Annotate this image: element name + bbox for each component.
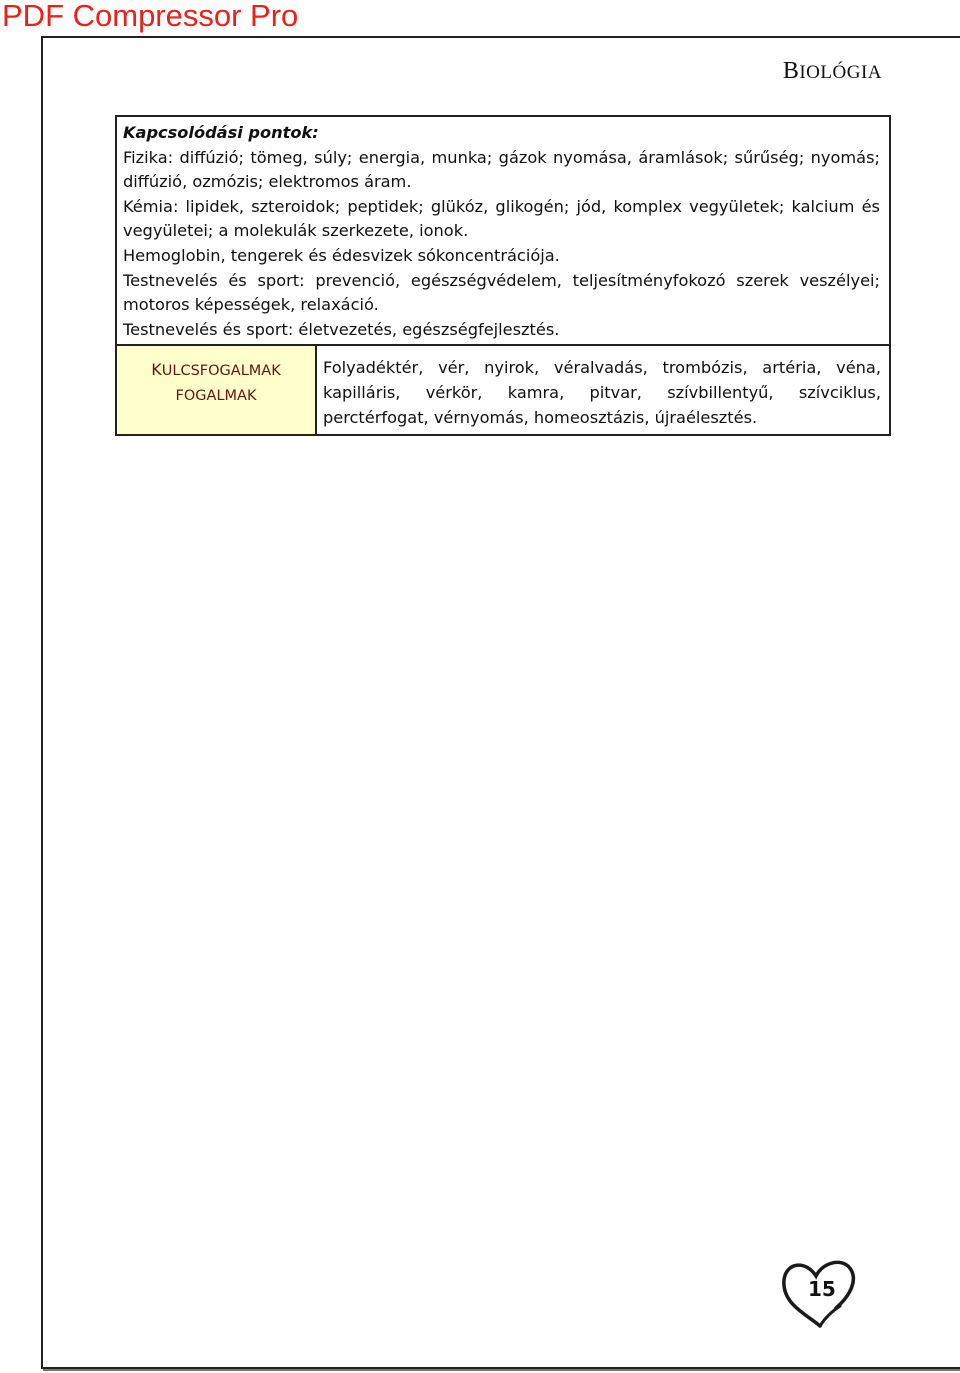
- key-concepts-label-rest: ULCSFOGALMAK: [161, 363, 281, 380]
- page-header-subject: [783, 58, 882, 85]
- connections-title: Kapcsolódási pontok:: [123, 123, 319, 142]
- header-initial: B: [782, 58, 800, 84]
- connections-section: [117, 117, 889, 344]
- key-concepts-row: [117, 344, 889, 434]
- connections-table: [115, 115, 891, 436]
- header-rest: IOLÓGIA: [799, 62, 882, 83]
- key-concepts-label-cap: K: [151, 360, 162, 380]
- key-concepts-label-line1: [117, 357, 315, 384]
- connection-line-chemistry: Kémia: lipidek, szteroidok; peptidek; glükóz, glikogén; jód, komplex vegyületek; kalcium és vegyületei; a molekulák szerkezete, ionok.: [123, 196, 880, 241]
- connection-line-sport-2: Testnevelés és sport: életvezetés, egészségfejlesztés.: [123, 319, 560, 339]
- key-concepts-label: [117, 346, 317, 434]
- watermark-text: PDF Compressor Pro: [2, 0, 299, 33]
- key-concepts-terms: Folyadéktér, vér, nyirok, véralvadás, trombózis, artéria, véna, kapilláris, vérkör, kamra, pitvar, szívbillentyű, szívciklus, perctérfogat, vérnyomás, homeosztázis, újraélesztés.: [323, 358, 881, 427]
- connection-line-physics: Fizika: diffúzió; tömeg, súly; energia, munka; gázok nyomása, áramlások; sűrűség; nyomás; diffúzió, ozmózis; elektromos áram.: [123, 147, 880, 192]
- page-number: 15: [808, 1277, 836, 1301]
- connection-line-sport-1: Testnevelés és sport: prevenció, egészségvédelem, teljesítményfokozó szerek veszélyei; motoros képességek, relaxáció.: [123, 270, 880, 315]
- document-page: [41, 36, 960, 1369]
- connection-line-hemoglobin: Hemoglobin, tengerek és édesvizek sókoncentrációja.: [123, 245, 560, 265]
- key-concepts-label-line2: FOGALMAK: [175, 388, 257, 405]
